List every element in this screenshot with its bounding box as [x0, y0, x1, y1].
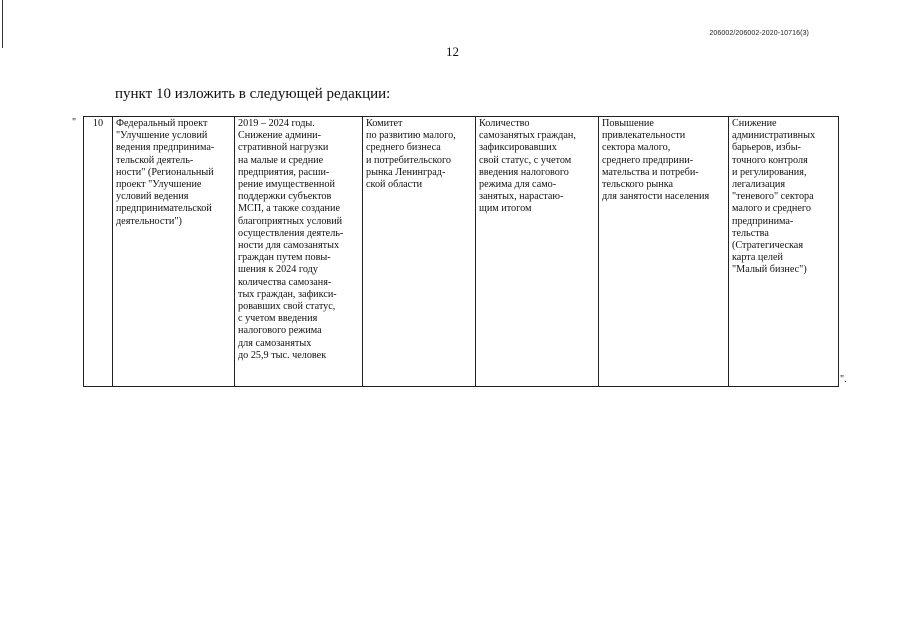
close-quote: ".	[840, 374, 847, 385]
cell-indicator	[476, 117, 599, 387]
cell-project	[113, 117, 235, 387]
result-text: Повышение привлекательности сектора малого, среднего предприни- мательства и потреби- тельского рынка для занятости населения	[602, 118, 710, 203]
period-task-text: 2019 – 2024 годы. Снижение админи- стративной нагрузки на малые и средние предприятия, расши- рение имущественной поддержки субъектов МСП, а также создание благоприятных условий осуществления деятель- ности для самозанятых граждан путем повы- шения к 2024 году количества самозаня- тых граждан, зафикси- ровавших свой статус, с учетом введения налогового режима для самозанятых до 25,9 тыс. человек	[238, 118, 344, 361]
cell-number	[84, 117, 113, 387]
row-number: 10	[92, 118, 104, 129]
project-text: Федеральный проект "Улучшение условий ведения предпринима- тельской деятель- ности" (Региональный проект "Улучшение условий ведения предпринимательской деятельности")	[116, 118, 215, 227]
goal-text: Снижение административных барьеров, избы- точного контроля и регулирования, легализация "теневого" сектора малого и среднего предпринима- тельства (Стратегическая карта целей "Малый бизнес")	[732, 118, 816, 276]
cell-period-task	[235, 117, 363, 387]
open-quote: "	[72, 117, 77, 128]
cell-goal	[729, 117, 839, 387]
indicator-text: Количество самозанятых граждан, зафиксировавших свой статус, с учетом введения налогового режима для само- занятых, нарастаю- щим итогом	[479, 118, 576, 215]
intro-text: пункт 10 изложить в следующей редакции:	[115, 86, 391, 102]
page-number: 12	[446, 44, 459, 59]
document-id: 206002/206002-2020-10716(3)	[709, 30, 809, 37]
amendment-table	[83, 116, 839, 387]
executor-text: Комитет по развитию малого, среднего бизнеса и потребительского рынка Ленинград- ской области	[366, 118, 456, 191]
table-row	[84, 117, 839, 387]
cell-result	[599, 117, 729, 387]
left-margin-line	[2, 0, 3, 48]
cell-executor	[363, 117, 476, 387]
